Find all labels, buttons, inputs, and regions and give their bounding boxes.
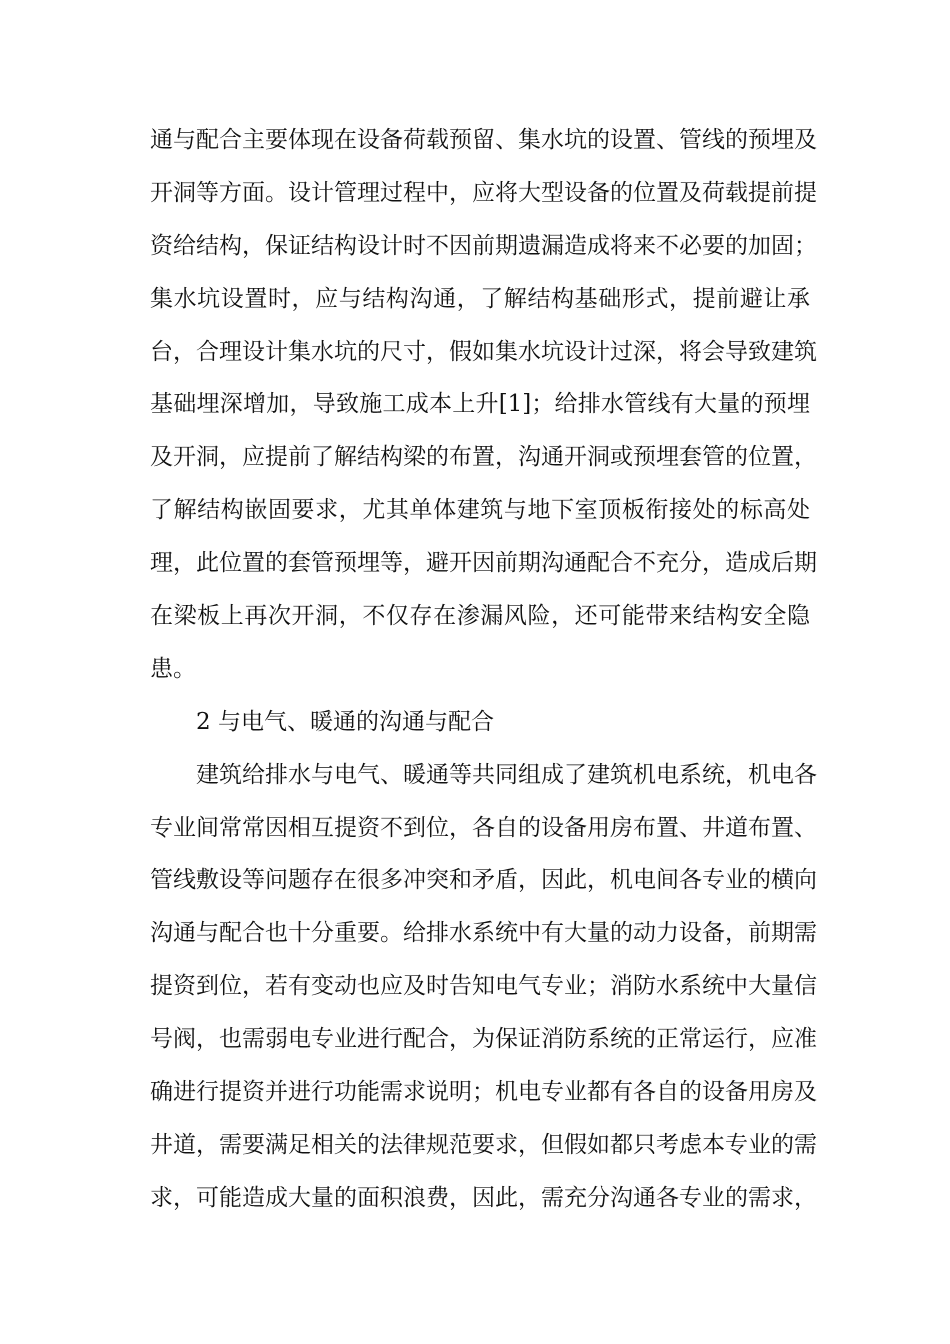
- paragraph-2-line-3: 管线敷设等问题存在很多冲突和矛盾，因此，机电间各专业的横向: [150, 867, 817, 894]
- paragraph-2-line-8: 井道，需要满足相关的法律规范要求，但假如都只考虑本专业的需: [150, 1131, 817, 1158]
- paragraph-1-line-11: 患。: [150, 655, 196, 682]
- paragraph-1-line-4: 集水坑设置时，应与结构沟通，了解结构基础形式，提前避让承: [150, 285, 810, 312]
- body-text: [150, 114, 817, 1225]
- paragraph-1-line-9: 理，此位置的套管预埋等，避开因前期沟通配合不充分，造成后期: [150, 550, 817, 577]
- paragraph-1-line-6: 基础埋深增加，导致施工成本上升[1]；给排水管线有大量的预埋: [150, 391, 810, 418]
- paragraph-1-line-8: 了解结构嵌固要求，尤其单体建筑与地下室顶板衔接处的标高处: [150, 497, 810, 524]
- paragraph-2-line-9: 求，可能造成大量的面积浪费，因此，需充分沟通各专业的需求，: [150, 1184, 817, 1211]
- paragraph-2-line-6: 号阀，也需弱电专业进行配合，为保证消防系统的正常运行，应准: [150, 1026, 817, 1053]
- paragraph-1-line-2: 开洞等方面。设计管理过程中，应将大型设备的位置及荷载提前提: [150, 179, 817, 206]
- paragraph-1-line-3: 资给结构，保证结构设计时不因前期遗漏造成将来不必要的加固；: [150, 232, 817, 259]
- paragraph-2-line-7: 确进行提资并进行功能需求说明；机电专业都有各自的设备用房及: [150, 1079, 817, 1106]
- paragraph-1-line-5: 台，合理设计集水坑的尺寸，假如集水坑设计过深，将会导致建筑: [150, 338, 817, 365]
- paragraph-2-line-1: 建筑给排水与电气、暖通等共同组成了建筑机电系统，机电各: [196, 761, 817, 788]
- paragraph-1-line-1: 通与配合主要体现在设备荷载预留、集水坑的设置、管线的预埋及: [150, 127, 817, 153]
- paragraph-2-line-2: 专业间常常因相互提资不到位，各自的设备用房布置、井道布置、: [150, 814, 817, 841]
- paragraph-1-line-10: 在梁板上再次开洞，不仅存在渗漏风险，还可能带来结构安全隐: [150, 603, 810, 630]
- paragraph-2-line-5: 提资到位，若有变动也应及时告知电气专业；消防水系统中大量信: [150, 973, 817, 1000]
- paragraph-1-line-7: 及开洞，应提前了解结构梁的布置，沟通开洞或预埋套管的位置，: [150, 444, 817, 471]
- section-heading: 2 与电气、暖通的沟通与配合: [196, 708, 494, 735]
- paragraph-2-line-4: 沟通与配合也十分重要。给排水系统中有大量的动力设备，前期需: [150, 920, 817, 947]
